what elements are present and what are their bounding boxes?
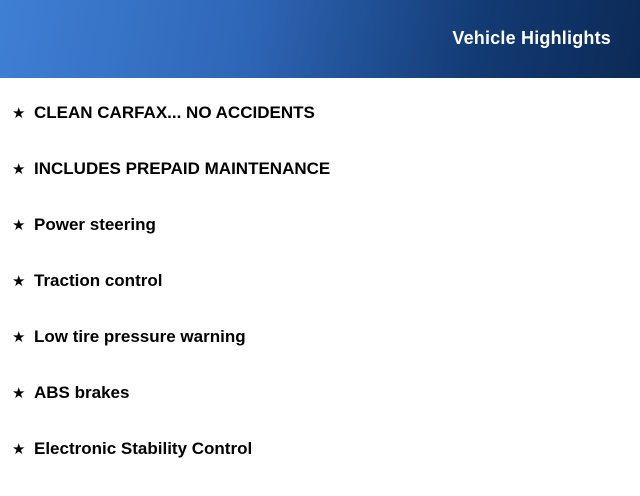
list-item-label: CLEAN CARFAX... NO ACCIDENTS bbox=[34, 103, 315, 122]
star-icon: ★ bbox=[12, 441, 26, 458]
list-item bbox=[0, 216, 640, 272]
star-icon: ★ bbox=[12, 161, 26, 178]
list-item bbox=[0, 78, 640, 160]
page-header bbox=[0, 0, 640, 78]
highlights-list bbox=[0, 78, 640, 496]
star-icon: ★ bbox=[12, 329, 26, 346]
page-title: Vehicle Highlights bbox=[452, 28, 611, 48]
list-item-label: Low tire pressure warning bbox=[34, 327, 246, 346]
list-item bbox=[0, 272, 640, 328]
list-item-label: INCLUDES PREPAID MAINTENANCE bbox=[34, 159, 331, 178]
list-item bbox=[0, 328, 640, 384]
list-item bbox=[0, 384, 640, 440]
list-item-label: Electronic Stability Control bbox=[34, 439, 253, 458]
list-item bbox=[0, 440, 640, 496]
star-icon: ★ bbox=[12, 105, 26, 122]
list-item-label: ABS brakes bbox=[34, 383, 130, 402]
star-icon: ★ bbox=[12, 385, 26, 402]
list-item-label: Traction control bbox=[34, 271, 163, 290]
list-item-label: Power steering bbox=[34, 215, 156, 234]
star-icon: ★ bbox=[12, 217, 26, 234]
list-item bbox=[0, 160, 640, 216]
star-icon: ★ bbox=[12, 273, 26, 290]
